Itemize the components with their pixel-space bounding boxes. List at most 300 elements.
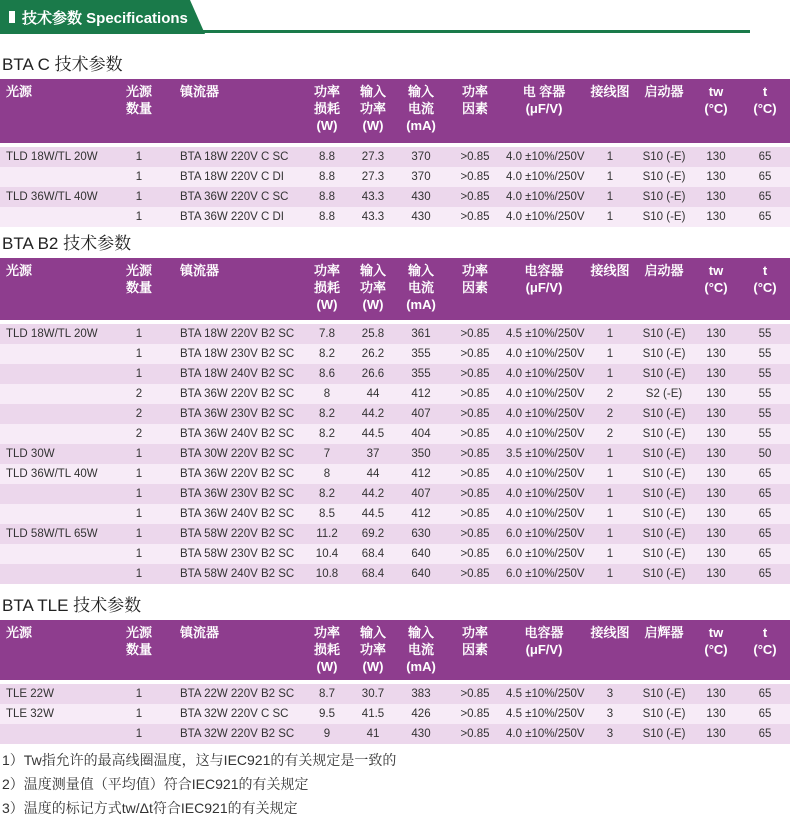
cell-wiring-diagram: 1 bbox=[584, 147, 636, 167]
cell-lamp: TLD 58W/TL 65W bbox=[0, 524, 104, 544]
cell-wiring-diagram: 1 bbox=[584, 444, 636, 464]
cell-power-factor: >0.85 bbox=[446, 704, 504, 724]
table-row bbox=[0, 564, 790, 584]
header-power-loss: 功率 损耗 (W) bbox=[304, 258, 350, 320]
header-capacitor: 电容器 (μF/V) bbox=[504, 258, 584, 320]
header-t: t (°C) bbox=[740, 620, 790, 680]
cell-starter: S10 (-E) bbox=[636, 464, 692, 484]
cell-tw: 130 bbox=[692, 684, 740, 704]
header-input-power: 输入 功率 (W) bbox=[350, 258, 396, 320]
cell-power-loss: 8.7 bbox=[304, 684, 350, 704]
footnotes bbox=[2, 748, 396, 820]
cell-lamp-count: 1 bbox=[104, 524, 174, 544]
cell-input-power: 44.2 bbox=[350, 404, 396, 424]
cell-ballast: BTA 22W 220V B2 SC bbox=[174, 684, 304, 704]
table-row bbox=[0, 364, 790, 384]
cell-lamp bbox=[0, 544, 104, 564]
cell-power-loss: 8.8 bbox=[304, 207, 350, 227]
header-wiring-diagram: 接线图 bbox=[584, 258, 636, 320]
cell-power-loss: 9.5 bbox=[304, 704, 350, 724]
table-row bbox=[0, 444, 790, 464]
cell-tw: 130 bbox=[692, 424, 740, 444]
header-power-factor: 功率 因素 bbox=[446, 79, 504, 143]
cell-ballast: BTA 32W 220V B2 SC bbox=[174, 724, 304, 744]
cell-lamp-count: 2 bbox=[104, 384, 174, 404]
cell-lamp-count: 1 bbox=[104, 344, 174, 364]
cell-tw: 130 bbox=[692, 207, 740, 227]
cell-t: 65 bbox=[740, 684, 790, 704]
cell-input-current: 412 bbox=[396, 384, 446, 404]
cell-t: 65 bbox=[740, 544, 790, 564]
cell-ballast: BTA 32W 220V C SC bbox=[174, 704, 304, 724]
cell-tw: 130 bbox=[692, 167, 740, 187]
cell-power-loss: 10.8 bbox=[304, 564, 350, 584]
cell-power-loss: 8.8 bbox=[304, 147, 350, 167]
cell-input-power: 37 bbox=[350, 444, 396, 464]
cell-lamp bbox=[0, 484, 104, 504]
cell-power-factor: >0.85 bbox=[446, 544, 504, 564]
cell-tw: 130 bbox=[692, 564, 740, 584]
cell-t: 65 bbox=[740, 187, 790, 207]
cell-starter: S10 (-E) bbox=[636, 484, 692, 504]
header-input-power: 输入 功率 (W) bbox=[350, 620, 396, 680]
cell-t: 65 bbox=[740, 504, 790, 524]
cell-ballast: BTA 36W 230V B2 SC bbox=[174, 404, 304, 424]
cell-input-power: 41.5 bbox=[350, 704, 396, 724]
cell-t: 50 bbox=[740, 444, 790, 464]
cell-t: 55 bbox=[740, 324, 790, 344]
cell-power-factor: >0.85 bbox=[446, 684, 504, 704]
cell-tw: 130 bbox=[692, 504, 740, 524]
cell-lamp-count: 1 bbox=[104, 464, 174, 484]
cell-wiring-diagram: 2 bbox=[584, 424, 636, 444]
cell-ballast: BTA 36W 220V C DI bbox=[174, 207, 304, 227]
table-row bbox=[0, 504, 790, 524]
cell-input-current: 426 bbox=[396, 704, 446, 724]
cell-wiring-diagram: 1 bbox=[584, 524, 636, 544]
cell-lamp bbox=[0, 564, 104, 584]
cell-input-power: 68.4 bbox=[350, 544, 396, 564]
cell-power-factor: >0.85 bbox=[446, 484, 504, 504]
cell-starter: S10 (-E) bbox=[636, 724, 692, 744]
header-ballast: 镇流器 bbox=[174, 620, 304, 680]
cell-capacitor: 4.0 ±10%/250V bbox=[504, 167, 584, 187]
cell-ballast: BTA 18W 230V B2 SC bbox=[174, 344, 304, 364]
table-row bbox=[0, 424, 790, 444]
cell-capacitor: 4.0 ±10%/250V bbox=[504, 364, 584, 384]
table-header-row bbox=[0, 79, 790, 143]
cell-capacitor: 4.0 ±10%/250V bbox=[504, 724, 584, 744]
table-header-row bbox=[0, 258, 790, 320]
cell-tw: 130 bbox=[692, 444, 740, 464]
cell-lamp: TLD 36W/TL 40W bbox=[0, 464, 104, 484]
spec-table-bta-b2 bbox=[0, 258, 790, 584]
table-row bbox=[0, 344, 790, 364]
table-row bbox=[0, 384, 790, 404]
cell-input-current: 640 bbox=[396, 564, 446, 584]
header-lamp: 光源 bbox=[0, 620, 104, 680]
cell-input-current: 355 bbox=[396, 364, 446, 384]
cell-power-factor: >0.85 bbox=[446, 364, 504, 384]
cell-ballast: BTA 36W 240V B2 SC bbox=[174, 504, 304, 524]
cell-power-factor: >0.85 bbox=[446, 187, 504, 207]
header-input-power: 输入 功率 (W) bbox=[350, 79, 396, 143]
cell-power-loss: 7 bbox=[304, 444, 350, 464]
cell-starter: S10 (-E) bbox=[636, 344, 692, 364]
cell-t: 55 bbox=[740, 424, 790, 444]
cell-lamp-count: 1 bbox=[104, 504, 174, 524]
header-input-current: 输入 电流 (mA) bbox=[396, 79, 446, 143]
cell-power-loss: 8.2 bbox=[304, 344, 350, 364]
cell-capacitor: 4.0 ±10%/250V bbox=[504, 464, 584, 484]
cell-starter: S10 (-E) bbox=[636, 167, 692, 187]
table-row bbox=[0, 724, 790, 744]
cell-power-factor: >0.85 bbox=[446, 464, 504, 484]
cell-wiring-diagram: 1 bbox=[584, 504, 636, 524]
cell-input-power: 26.2 bbox=[350, 344, 396, 364]
header-starter: 启动器 bbox=[636, 258, 692, 320]
cell-tw: 130 bbox=[692, 464, 740, 484]
cell-starter: S10 (-E) bbox=[636, 564, 692, 584]
cell-input-power: 44.5 bbox=[350, 504, 396, 524]
cell-wiring-diagram: 1 bbox=[584, 544, 636, 564]
cell-lamp bbox=[0, 384, 104, 404]
cell-tw: 130 bbox=[692, 384, 740, 404]
cell-power-loss: 8.5 bbox=[304, 504, 350, 524]
header-capacitor: 电 容器 (μF/V) bbox=[504, 79, 584, 143]
cell-power-factor: >0.85 bbox=[446, 384, 504, 404]
cell-ballast: BTA 18W 220V B2 SC bbox=[174, 324, 304, 344]
cell-input-current: 361 bbox=[396, 324, 446, 344]
cell-capacitor: 4.0 ±10%/250V bbox=[504, 384, 584, 404]
cell-ballast: BTA 36W 240V B2 SC bbox=[174, 424, 304, 444]
spec-table-bta-tle bbox=[0, 620, 790, 744]
cell-wiring-diagram: 3 bbox=[584, 684, 636, 704]
header-tw: tw (°C) bbox=[692, 620, 740, 680]
cell-power-factor: >0.85 bbox=[446, 424, 504, 444]
cell-capacitor: 6.0 ±10%/250V bbox=[504, 544, 584, 564]
cell-t: 65 bbox=[740, 167, 790, 187]
cell-lamp bbox=[0, 364, 104, 384]
section-title-bta-c: BTA C 技术参数 bbox=[2, 55, 123, 74]
cell-power-factor: >0.85 bbox=[446, 444, 504, 464]
cell-power-loss: 8.6 bbox=[304, 364, 350, 384]
header-lamp: 光源 bbox=[0, 79, 104, 143]
cell-input-power: 41 bbox=[350, 724, 396, 744]
cell-starter: S10 (-E) bbox=[636, 147, 692, 167]
cell-lamp-count: 2 bbox=[104, 404, 174, 424]
cell-wiring-diagram: 1 bbox=[584, 187, 636, 207]
cell-lamp-count: 1 bbox=[104, 484, 174, 504]
cell-power-factor: >0.85 bbox=[446, 504, 504, 524]
header-ballast: 镇流器 bbox=[174, 79, 304, 143]
cell-lamp bbox=[0, 207, 104, 227]
cell-lamp bbox=[0, 404, 104, 424]
cell-lamp-count: 1 bbox=[104, 704, 174, 724]
cell-power-loss: 8.2 bbox=[304, 484, 350, 504]
cell-input-current: 404 bbox=[396, 424, 446, 444]
cell-lamp-count: 1 bbox=[104, 187, 174, 207]
cell-lamp bbox=[0, 504, 104, 524]
cell-starter: S10 (-E) bbox=[636, 187, 692, 207]
footnote-1: 1）Tw指允许的最高线圈温度，这与IEC921的有关规定是一致的 bbox=[2, 752, 397, 768]
table-row bbox=[0, 524, 790, 544]
cell-power-factor: >0.85 bbox=[446, 404, 504, 424]
cell-capacitor: 4.0 ±10%/250V bbox=[504, 147, 584, 167]
section-title-bta-b2: BTA B2 技术参数 bbox=[2, 234, 132, 253]
cell-starter: S10 (-E) bbox=[636, 544, 692, 564]
cell-input-current: 430 bbox=[396, 724, 446, 744]
cell-lamp-count: 1 bbox=[104, 167, 174, 187]
cell-power-loss: 8 bbox=[304, 464, 350, 484]
cell-lamp: TLE 32W bbox=[0, 704, 104, 724]
cell-input-current: 630 bbox=[396, 524, 446, 544]
cell-lamp-count: 1 bbox=[104, 564, 174, 584]
cell-power-loss: 10.4 bbox=[304, 544, 350, 564]
cell-input-power: 44 bbox=[350, 464, 396, 484]
table-row bbox=[0, 464, 790, 484]
cell-power-loss: 8.2 bbox=[304, 404, 350, 424]
cell-tw: 130 bbox=[692, 544, 740, 564]
header-power-loss: 功率 损耗 (W) bbox=[304, 620, 350, 680]
header-t: t (°C) bbox=[740, 79, 790, 143]
cell-wiring-diagram: 1 bbox=[584, 484, 636, 504]
table-row bbox=[0, 167, 790, 187]
cell-power-loss: 8.2 bbox=[304, 424, 350, 444]
header-input-current: 输入 电流 (mA) bbox=[396, 258, 446, 320]
cell-wiring-diagram: 1 bbox=[584, 464, 636, 484]
cell-lamp-count: 1 bbox=[104, 724, 174, 744]
cell-input-current: 383 bbox=[396, 684, 446, 704]
table-row bbox=[0, 684, 790, 704]
cell-starter: S10 (-E) bbox=[636, 504, 692, 524]
cell-input-current: 350 bbox=[396, 444, 446, 464]
cell-power-loss: 8.8 bbox=[304, 167, 350, 187]
cell-tw: 130 bbox=[692, 324, 740, 344]
cell-lamp bbox=[0, 167, 104, 187]
cell-power-factor: >0.85 bbox=[446, 344, 504, 364]
cell-input-current: 370 bbox=[396, 167, 446, 187]
cell-starter: S10 (-E) bbox=[636, 324, 692, 344]
header-tw: tw (°C) bbox=[692, 79, 740, 143]
cell-wiring-diagram: 1 bbox=[584, 364, 636, 384]
cell-ballast: BTA 30W 220V B2 SC bbox=[174, 444, 304, 464]
spec-table-bta-c bbox=[0, 79, 790, 227]
cell-input-power: 25.8 bbox=[350, 324, 396, 344]
cell-input-current: 412 bbox=[396, 504, 446, 524]
header-lamp-count: 光源 数量 bbox=[104, 620, 174, 680]
header-lamp-count: 光源 数量 bbox=[104, 79, 174, 143]
cell-power-loss: 8.8 bbox=[304, 187, 350, 207]
cell-wiring-diagram: 1 bbox=[584, 207, 636, 227]
cell-tw: 130 bbox=[692, 187, 740, 207]
cell-wiring-diagram: 2 bbox=[584, 404, 636, 424]
section-header bbox=[0, 0, 750, 36]
cell-lamp-count: 1 bbox=[104, 684, 174, 704]
cell-capacitor: 4.0 ±10%/250V bbox=[504, 207, 584, 227]
header-tw: tw (°C) bbox=[692, 258, 740, 320]
header-power-factor: 功率 因素 bbox=[446, 258, 504, 320]
table-row bbox=[0, 147, 790, 167]
cell-capacitor: 3.5 ±10%/250V bbox=[504, 444, 584, 464]
cell-t: 55 bbox=[740, 384, 790, 404]
cell-ballast: BTA 18W 220V C SC bbox=[174, 147, 304, 167]
cell-starter: S10 (-E) bbox=[636, 704, 692, 724]
cell-tw: 130 bbox=[692, 724, 740, 744]
cell-lamp-count: 1 bbox=[104, 324, 174, 344]
cell-power-factor: >0.85 bbox=[446, 324, 504, 344]
header-lamp-count: 光源 数量 bbox=[104, 258, 174, 320]
cell-power-loss: 7.8 bbox=[304, 324, 350, 344]
cell-input-power: 69.2 bbox=[350, 524, 396, 544]
cell-input-power: 43.3 bbox=[350, 207, 396, 227]
header-wiring-diagram: 接线图 bbox=[584, 79, 636, 143]
header-power-factor: 功率 因素 bbox=[446, 620, 504, 680]
cell-capacitor: 4.0 ±10%/250V bbox=[504, 344, 584, 364]
cell-tw: 130 bbox=[692, 704, 740, 724]
cell-t: 65 bbox=[740, 704, 790, 724]
cell-ballast: BTA 58W 220V B2 SC bbox=[174, 524, 304, 544]
cell-capacitor: 4.0 ±10%/250V bbox=[504, 187, 584, 207]
cell-lamp bbox=[0, 344, 104, 364]
cell-lamp bbox=[0, 424, 104, 444]
section-title-bta-tle: BTA TLE 技术参数 bbox=[2, 596, 142, 615]
cell-input-power: 44 bbox=[350, 384, 396, 404]
cell-t: 55 bbox=[740, 404, 790, 424]
cell-tw: 130 bbox=[692, 524, 740, 544]
cell-wiring-diagram: 1 bbox=[584, 324, 636, 344]
header-lamp: 光源 bbox=[0, 258, 104, 320]
cell-ballast: BTA 58W 240V B2 SC bbox=[174, 564, 304, 584]
table-row bbox=[0, 404, 790, 424]
cell-input-current: 370 bbox=[396, 147, 446, 167]
cell-wiring-diagram: 3 bbox=[584, 724, 636, 744]
cell-input-current: 430 bbox=[396, 207, 446, 227]
cell-tw: 130 bbox=[692, 404, 740, 424]
cell-starter: S10 (-E) bbox=[636, 444, 692, 464]
cell-ballast: BTA 36W 220V B2 SC bbox=[174, 384, 304, 404]
cell-t: 55 bbox=[740, 344, 790, 364]
cell-power-factor: >0.85 bbox=[446, 564, 504, 584]
cell-t: 65 bbox=[740, 484, 790, 504]
header-power-loss: 功率 损耗 (W) bbox=[304, 79, 350, 143]
cell-capacitor: 4.0 ±10%/250V bbox=[504, 484, 584, 504]
cell-tw: 130 bbox=[692, 364, 740, 384]
cell-t: 65 bbox=[740, 207, 790, 227]
cell-starter: S10 (-E) bbox=[636, 207, 692, 227]
cell-input-power: 27.3 bbox=[350, 147, 396, 167]
cell-capacitor: 4.0 ±10%/250V bbox=[504, 424, 584, 444]
cell-power-loss: 11.2 bbox=[304, 524, 350, 544]
cell-starter: S10 (-E) bbox=[636, 364, 692, 384]
footnote-3: 3）温度的标记方式tw/Δt符合IEC921的有关规定 bbox=[2, 800, 298, 816]
cell-input-current: 412 bbox=[396, 464, 446, 484]
cell-input-current: 430 bbox=[396, 187, 446, 207]
table-row bbox=[0, 704, 790, 724]
header-starter: 启辉器 bbox=[636, 620, 692, 680]
cell-lamp-count: 1 bbox=[104, 444, 174, 464]
footnote-2: 2）温度测量值（平均值）符合IEC921的有关规定 bbox=[2, 776, 309, 792]
cell-t: 65 bbox=[740, 524, 790, 544]
cell-lamp: TLE 22W bbox=[0, 684, 104, 704]
cell-ballast: BTA 18W 240V B2 SC bbox=[174, 364, 304, 384]
cell-t: 65 bbox=[740, 564, 790, 584]
cell-tw: 130 bbox=[692, 484, 740, 504]
cell-capacitor: 6.0 ±10%/250V bbox=[504, 524, 584, 544]
cell-ballast: BTA 36W 230V B2 SC bbox=[174, 484, 304, 504]
table-header-row bbox=[0, 620, 790, 680]
cell-power-factor: >0.85 bbox=[446, 724, 504, 744]
cell-wiring-diagram: 2 bbox=[584, 384, 636, 404]
cell-wiring-diagram: 1 bbox=[584, 564, 636, 584]
cell-wiring-diagram: 1 bbox=[584, 344, 636, 364]
cell-capacitor: 4.0 ±10%/250V bbox=[504, 504, 584, 524]
cell-lamp-count: 2 bbox=[104, 424, 174, 444]
cell-input-current: 407 bbox=[396, 404, 446, 424]
cell-tw: 130 bbox=[692, 147, 740, 167]
cell-wiring-diagram: 1 bbox=[584, 167, 636, 187]
table-row bbox=[0, 187, 790, 207]
cell-wiring-diagram: 3 bbox=[584, 704, 636, 724]
header-wiring-diagram: 接线图 bbox=[584, 620, 636, 680]
header-ballast: 镇流器 bbox=[174, 258, 304, 320]
cell-power-factor: >0.85 bbox=[446, 524, 504, 544]
cell-lamp-count: 1 bbox=[104, 364, 174, 384]
cell-capacitor: 4.5 ±10%/250V bbox=[504, 704, 584, 724]
cell-power-factor: >0.85 bbox=[446, 147, 504, 167]
cell-lamp: TLD 18W/TL 20W bbox=[0, 147, 104, 167]
header-starter: 启动器 bbox=[636, 79, 692, 143]
cell-power-factor: >0.85 bbox=[446, 167, 504, 187]
cell-lamp: TLD 18W/TL 20W bbox=[0, 324, 104, 344]
cell-ballast: BTA 36W 220V C SC bbox=[174, 187, 304, 207]
cell-lamp-count: 1 bbox=[104, 207, 174, 227]
cell-input-power: 30.7 bbox=[350, 684, 396, 704]
cell-power-loss: 8 bbox=[304, 384, 350, 404]
cell-starter: S10 (-E) bbox=[636, 424, 692, 444]
header-marker bbox=[9, 11, 15, 23]
cell-input-current: 407 bbox=[396, 484, 446, 504]
header-capacitor: 电容器 (μF/V) bbox=[504, 620, 584, 680]
header-t: t (°C) bbox=[740, 258, 790, 320]
cell-starter: S2 (-E) bbox=[636, 384, 692, 404]
cell-input-power: 44.5 bbox=[350, 424, 396, 444]
cell-input-power: 44.2 bbox=[350, 484, 396, 504]
cell-capacitor: 4.0 ±10%/250V bbox=[504, 404, 584, 424]
cell-t: 65 bbox=[740, 724, 790, 744]
cell-lamp: TLD 36W/TL 40W bbox=[0, 187, 104, 207]
cell-t: 65 bbox=[740, 464, 790, 484]
cell-t: 65 bbox=[740, 147, 790, 167]
cell-ballast: BTA 36W 220V B2 SC bbox=[174, 464, 304, 484]
cell-lamp-count: 1 bbox=[104, 147, 174, 167]
table-row bbox=[0, 207, 790, 227]
cell-tw: 130 bbox=[692, 344, 740, 364]
cell-capacitor: 6.0 ±10%/250V bbox=[504, 564, 584, 584]
cell-input-power: 27.3 bbox=[350, 167, 396, 187]
cell-input-power: 43.3 bbox=[350, 187, 396, 207]
cell-input-current: 355 bbox=[396, 344, 446, 364]
cell-power-loss: 9 bbox=[304, 724, 350, 744]
table-row bbox=[0, 324, 790, 344]
cell-capacitor: 4.5 ±10%/250V bbox=[504, 324, 584, 344]
cell-ballast: BTA 58W 230V B2 SC bbox=[174, 544, 304, 564]
table-row bbox=[0, 484, 790, 504]
cell-lamp-count: 1 bbox=[104, 544, 174, 564]
cell-input-power: 26.6 bbox=[350, 364, 396, 384]
cell-capacitor: 4.5 ±10%/250V bbox=[504, 684, 584, 704]
cell-starter: S10 (-E) bbox=[636, 404, 692, 424]
